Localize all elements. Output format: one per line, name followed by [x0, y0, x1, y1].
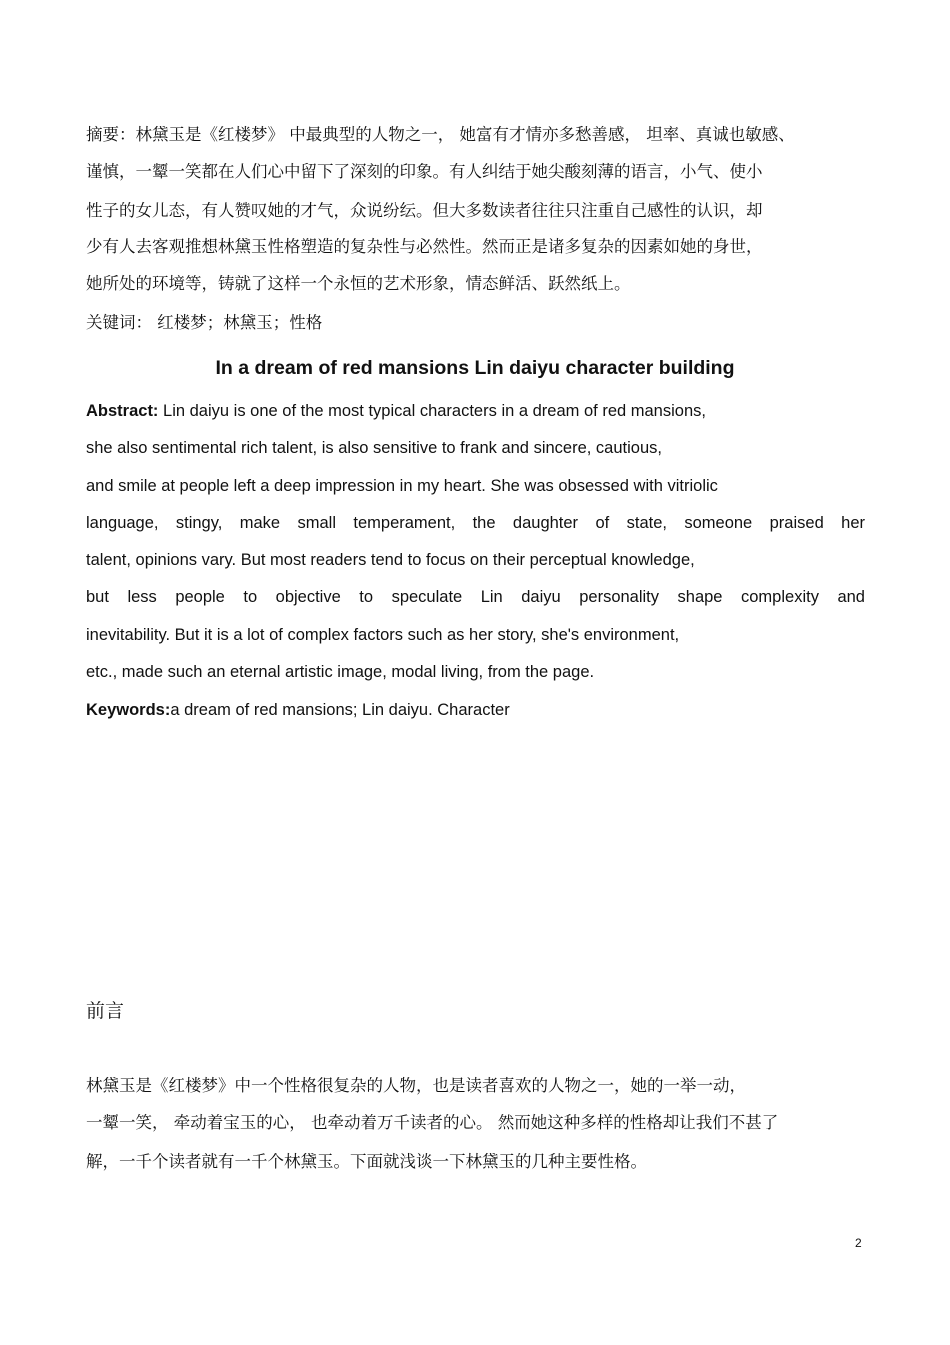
cn-abstract-line-2: 谨慎，一颦一笑都在人们心中留下了深刻的印象。有人纠结于她尖酸刻薄的语言，小气、使小: [86, 162, 763, 181]
en-abstract-line-1: [86, 400, 706, 422]
keywords-text: a dream of red mansions; Lin daiyu. Character: [170, 701, 510, 719]
en-keywords: [86, 699, 510, 721]
abstract-label: Abstract:: [86, 402, 159, 420]
english-title: In a dream of red mansions Lin daiyu character building: [215, 357, 735, 379]
preface-line-1: 林黛玉是《红楼梦》中一个性格很复杂的人物，也是读者喜欢的人物之一，她的一举一动，: [86, 1076, 746, 1095]
en-abstract-line-6: but less people to objective to speculate Lin daiyu personality shape complexity and: [86, 588, 865, 606]
preface-heading: 前言: [86, 1000, 125, 1022]
cn-abstract-line-5: 她所处的环境等，铸就了这样一个永恒的艺术形象，情态鲜活、跃然纸上。: [86, 274, 631, 293]
en-abstract-line-2: she also sentimental rich talent, is also sensitive to frank and sincere, cautious,: [86, 439, 662, 457]
keywords-label: Keywords:: [86, 701, 171, 719]
en-abstract-line-3: and smile at people left a deep impression in my heart. She was obsessed with vitriolic: [86, 477, 718, 495]
en-abstract-line-8: etc., made such an eternal artistic image, modal living, from the page.: [86, 663, 595, 681]
en-abstract-line-7: inevitability. But it is a lot of complex factors such as her story, she's environment,: [86, 626, 680, 644]
cn-abstract-line-3: 性子的女儿态，有人赞叹她的才气，众说纷纭。但大多数读者往往只注重自己感性的认识，却: [86, 201, 763, 220]
en-abstract-line-4: language, stingy, make small temperament, the daughter of state, someone praised her: [86, 514, 865, 532]
page-number: 2: [855, 1236, 862, 1250]
en-abstract-line-5: talent, opinions vary. But most readers tend to focus on their perceptual knowledge,: [86, 551, 695, 569]
cn-keywords: 关键词： 红楼梦；林黛玉；性格: [86, 313, 323, 332]
cn-abstract-line-4: 少有人去客观推想林黛玉性格塑造的复杂性与必然性。然而正是诸多复杂的因素如她的身世，: [86, 237, 763, 256]
preface-line-3: 解，一千个读者就有一千个林黛玉。下面就浅谈一下林黛玉的几种主要性格。: [86, 1152, 647, 1171]
preface-line-2: 一颦一笑， 牵动着宝玉的心， 也牵动着万千读者的心。 然而她这种多样的性格却让我们不甚了: [86, 1113, 779, 1132]
cn-abstract-line-1: 摘要：林黛玉是《红楼梦》 中最典型的人物之一， 她富有才情亦多愁善感， 坦率、真诚也敏感、: [86, 125, 795, 144]
abstract-first-line-text: Lin daiyu is one of the most typical characters in a dream of red mansions,: [158, 402, 706, 420]
